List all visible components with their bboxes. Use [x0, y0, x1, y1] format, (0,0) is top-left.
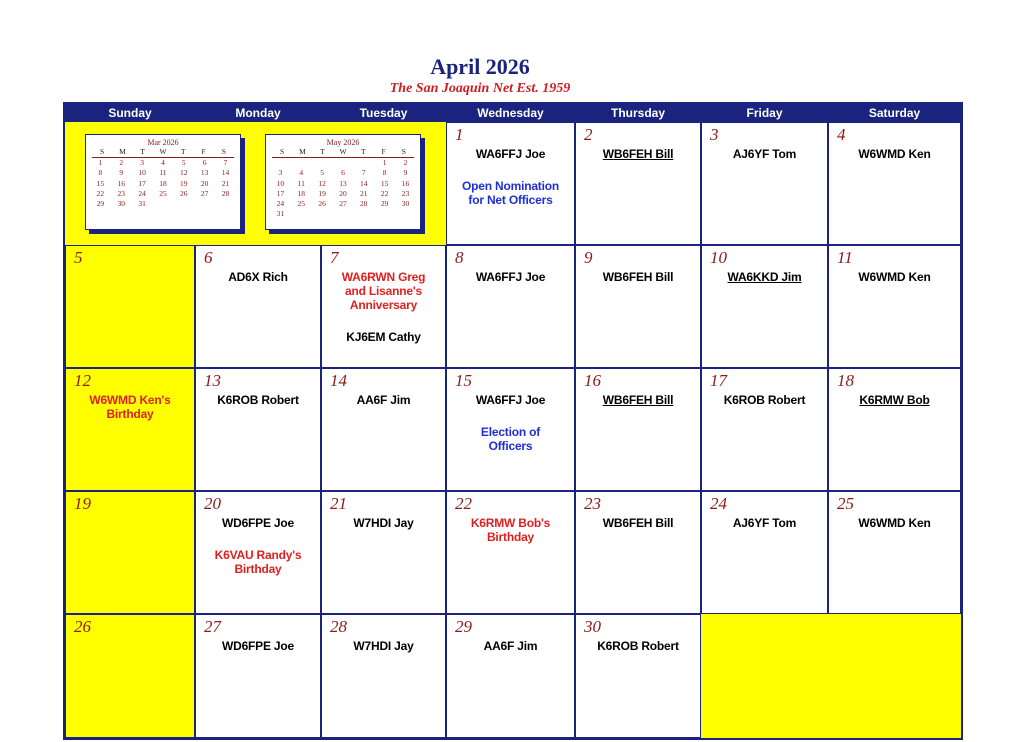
day-number: 6: [204, 248, 213, 267]
mini-day: 1: [98, 158, 103, 168]
mini-day: 6: [341, 168, 345, 178]
day-cell-8[interactable]: [446, 245, 575, 368]
weekday-header-tuesday: Tuesday: [359, 106, 408, 120]
mini-day: 24: [276, 198, 285, 208]
mini-day: 2: [403, 158, 408, 168]
day-number: 10: [710, 248, 727, 267]
mini-day: 15: [96, 178, 105, 188]
mini-weekday: W: [339, 147, 347, 156]
page-title: April 2026: [430, 54, 530, 79]
mini-day: 23: [401, 188, 410, 198]
mini-day: 6: [202, 158, 207, 168]
day-cell-19[interactable]: [65, 491, 195, 614]
mini-day: 16: [401, 178, 410, 188]
day-cell-14[interactable]: [321, 368, 446, 491]
net-control-operator: K6ROB Robert: [597, 639, 679, 653]
day-cell-22[interactable]: [446, 491, 575, 614]
mini-day: 25: [159, 188, 167, 198]
net-control-operator: WB6FEH Bill: [602, 393, 674, 407]
mini-calendar-title: May 2026: [326, 138, 360, 147]
mini-day: 31: [138, 198, 146, 208]
weekday-header-friday: Friday: [746, 106, 783, 120]
day-cell-28[interactable]: [321, 614, 446, 738]
mini-day: 19: [318, 188, 326, 198]
day-cell-2[interactable]: [575, 122, 701, 245]
mini-calendar-title: Mar 2026: [147, 138, 179, 147]
net-control-operator: W7HDI Jay: [353, 639, 414, 653]
mini-day: [294, 158, 308, 168]
net-control-operator: K6ROB Robert: [723, 393, 806, 407]
net-control-operator: WD6FPE Joe: [221, 639, 295, 653]
weekday-header-thursday: Thursday: [610, 106, 665, 120]
day-number: 2: [584, 125, 593, 144]
mini-day: 28: [221, 188, 230, 198]
mini-weekday: S: [401, 147, 406, 156]
mini-calendar-week: [266, 199, 420, 209]
mini-calendar-week: [86, 199, 240, 209]
net-control-operator: WB6FEH Bill: [602, 270, 674, 284]
net-control-operator: WB6FEH Bill: [602, 147, 674, 161]
net-control-operator: WA6FFJ Joe: [475, 393, 546, 407]
mini-weekday: T: [360, 147, 366, 156]
day-number: 16: [584, 371, 601, 390]
day-number: 25: [837, 494, 854, 513]
day-cell-18[interactable]: [828, 368, 961, 491]
mini-day: 30: [117, 198, 126, 208]
net-control-operator: WD6FPE Joe: [221, 516, 295, 530]
mini-day: 4: [299, 168, 304, 178]
day-number: 1: [455, 125, 464, 144]
net-control-operator: AJ6YF Tom: [732, 516, 797, 530]
day-number: 11: [837, 248, 853, 267]
mini-day: [156, 199, 170, 209]
day-number: 28: [330, 617, 347, 636]
mini-day: 7: [223, 158, 228, 168]
mini-day: [315, 158, 329, 168]
mini-day: [218, 199, 232, 209]
mini-day: 11: [159, 168, 167, 178]
day-number: 12: [74, 371, 91, 390]
page-subtitle: The San Joaquin Net Est. 1959: [389, 81, 571, 96]
mini-day: [315, 209, 329, 219]
weekday-header-saturday: Saturday: [868, 106, 921, 120]
mini-calendar-week: [86, 158, 240, 168]
day-number: 13: [204, 371, 221, 390]
net-announcement: Open Nomination for Net Officers: [462, 179, 559, 207]
net-control-operator: K6ROB Robert: [217, 393, 299, 407]
mini-weekday: S: [280, 147, 285, 156]
net-control-operator: K6RMW Bob: [859, 393, 930, 407]
day-cell-9[interactable]: [575, 245, 701, 368]
day-number: 8: [455, 248, 464, 267]
day-number: 7: [330, 248, 339, 267]
net-control-operator: WA6FFJ Joe: [475, 270, 546, 284]
mini-day: 5: [320, 168, 324, 178]
mini-day: 13: [200, 168, 209, 178]
mini-day: 3: [140, 158, 144, 168]
weekday-header-monday: Monday: [235, 106, 281, 120]
mini-calendar-prev: [85, 134, 241, 230]
mini-weekday: S: [221, 147, 226, 156]
day-number: 26: [74, 617, 91, 636]
mini-day: 22: [96, 188, 105, 198]
mini-day: 31: [276, 209, 285, 219]
month-calendar: [63, 102, 963, 740]
mini-day: 9: [403, 168, 408, 178]
mini-weekday: T: [320, 147, 325, 156]
mini-day: 8: [98, 168, 103, 178]
birthday-note: K6RMW Bob's Birthday: [470, 516, 551, 544]
net-control-operator: AA6F Jim: [356, 393, 411, 407]
day-cell-4[interactable]: [828, 122, 961, 245]
day-cell-16[interactable]: [575, 368, 701, 491]
day-cell-1[interactable]: [446, 122, 575, 245]
day-number: 21: [330, 494, 347, 513]
weekday-header-sunday: Sunday: [108, 106, 152, 120]
mini-day: 20: [200, 178, 209, 188]
mini-day: 21: [221, 178, 230, 188]
mini-day: 10: [138, 168, 146, 178]
mini-calendar-week: [266, 168, 420, 178]
day-number: 27: [204, 617, 221, 636]
mini-day: 22: [380, 188, 389, 198]
mini-day: 27: [339, 198, 347, 208]
mini-weekday: T: [180, 147, 186, 156]
day-number: 9: [584, 248, 593, 267]
mini-day: 3: [278, 168, 283, 178]
day-number: 24: [710, 494, 727, 513]
mini-day: 20: [339, 188, 347, 198]
mini-day: [378, 209, 392, 219]
mini-calendar-week: [266, 209, 420, 219]
mini-weekday: M: [119, 147, 126, 156]
net-control-operator: AA6F Jim: [483, 639, 538, 653]
net-control-operator: AD6X Rich: [228, 270, 288, 284]
net-control-operator: WA6KKD Jim: [727, 270, 802, 284]
mini-calendar-week: [86, 168, 240, 178]
mini-day: 2: [119, 158, 124, 168]
mini-calendar-week: [266, 179, 420, 189]
mini-weekday: S: [100, 147, 105, 156]
net-control-operator: WA6FFJ Joe: [475, 147, 546, 161]
day-number: 20: [204, 494, 221, 513]
mini-day: 29: [380, 198, 389, 208]
net-control-operator: W6WMD Ken: [858, 270, 931, 284]
day-number: 4: [837, 125, 846, 144]
mini-day: 18: [297, 188, 306, 198]
mini-day: 17: [276, 188, 285, 198]
day-cell-25[interactable]: [828, 491, 961, 614]
mini-day: 11: [297, 178, 305, 188]
mini-day: 27: [200, 188, 209, 198]
mini-weekday: M: [299, 147, 306, 156]
day-cell-12[interactable]: [65, 368, 195, 491]
mini-weekday: F: [381, 147, 386, 156]
mini-day: 28: [360, 198, 368, 208]
mini-day: 12: [318, 178, 326, 188]
day-cell-27[interactable]: [195, 614, 321, 738]
day-number: 17: [710, 371, 727, 390]
day-cell-23[interactable]: [575, 491, 701, 614]
mini-day: [357, 158, 371, 168]
net-control-operator: KJ6EM Cathy: [346, 330, 421, 344]
mini-calendar-area: [65, 122, 446, 245]
mini-day: 12: [180, 168, 188, 178]
mini-calendar-week: [266, 158, 420, 168]
day-number: 19: [74, 494, 91, 513]
mini-day: 24: [138, 188, 146, 198]
birthday-note: K6VAU Randy's Birthday: [214, 548, 302, 576]
day-cell-10[interactable]: [701, 245, 828, 368]
mini-calendar-week: [266, 189, 420, 199]
day-cell-13[interactable]: [195, 368, 321, 491]
mini-day: 15: [380, 178, 389, 188]
mini-day: 23: [117, 188, 126, 198]
mini-day: [177, 199, 191, 209]
net-control-operator: AJ6YF Tom: [732, 147, 797, 161]
mini-day: 26: [180, 188, 188, 198]
day-number: 14: [330, 371, 347, 390]
mini-day: 30: [401, 198, 410, 208]
day-number: 29: [455, 617, 472, 636]
mini-day: 14: [360, 178, 368, 188]
net-control-operator: W6WMD Ken: [858, 516, 931, 530]
mini-day: [398, 209, 412, 219]
mini-day: [357, 209, 371, 219]
mini-day: 16: [117, 178, 126, 188]
day-number: 22: [455, 494, 472, 513]
mini-day: 9: [119, 168, 124, 178]
mini-day: 29: [96, 198, 105, 208]
day-cell-3[interactable]: [701, 122, 828, 245]
day-cell-29[interactable]: [446, 614, 575, 738]
mini-day: [336, 158, 350, 168]
mini-weekday: F: [201, 147, 206, 156]
day-number: 18: [837, 371, 854, 390]
mini-day: 14: [221, 168, 230, 178]
mini-calendar-weekdays: [272, 147, 414, 158]
day-cell-6[interactable]: [195, 245, 321, 368]
mini-calendar-week: [86, 189, 240, 199]
mini-day: 1: [382, 158, 387, 168]
mini-day: 4: [161, 158, 165, 168]
day-number: 3: [710, 125, 719, 144]
weekday-header-wednesday: Wednesday: [477, 106, 544, 120]
net-control-operator: W7HDI Jay: [353, 516, 414, 530]
day-cell-20[interactable]: [195, 491, 321, 614]
mini-weekday: W: [159, 147, 167, 156]
day-number: 30: [584, 617, 601, 636]
net-control-operator: W6WMD Ken: [858, 147, 931, 161]
day-number: 23: [584, 494, 601, 513]
mini-day: 5: [181, 158, 186, 168]
mini-day: 7: [361, 168, 366, 178]
mini-day: 18: [159, 178, 167, 188]
net-control-operator: WB6FEH Bill: [602, 516, 674, 530]
birthday-note: W6WMD Ken's Birthday: [89, 393, 171, 421]
day-number: 5: [74, 248, 83, 267]
mini-weekday: T: [140, 147, 145, 156]
mini-day: 19: [180, 178, 188, 188]
mini-calendar-week: [86, 179, 240, 189]
day-cell-21[interactable]: [321, 491, 446, 614]
empty-trailing-days: [701, 614, 961, 738]
day-cell-11[interactable]: [828, 245, 961, 368]
day-cell-24[interactable]: [701, 491, 828, 614]
day-cell-7[interactable]: [321, 245, 446, 368]
mini-day: 25: [297, 198, 306, 208]
day-number: 15: [455, 371, 472, 390]
mini-day: 17: [138, 178, 146, 188]
mini-day: 26: [318, 198, 326, 208]
mini-day: [273, 158, 287, 168]
mini-day: 21: [360, 188, 368, 198]
day-cell-15[interactable]: [446, 368, 575, 491]
mini-day: [336, 209, 350, 219]
mini-day: 13: [339, 178, 347, 188]
mini-day: 8: [382, 168, 387, 178]
birthday-note: WA6RWN Greg and Lisanne's Anniversary: [341, 270, 426, 312]
mini-day: 10: [276, 178, 285, 188]
day-cell-5[interactable]: [65, 245, 195, 368]
net-announcement: Election of Officers: [480, 425, 541, 453]
mini-calendar-weekdays: [92, 147, 234, 158]
day-cell-17[interactable]: [701, 368, 828, 491]
day-cell-26[interactable]: [65, 614, 195, 738]
mini-calendar-next: [265, 134, 421, 230]
mini-day: [198, 199, 212, 209]
mini-day: [294, 209, 308, 219]
day-cell-30[interactable]: [575, 614, 701, 738]
